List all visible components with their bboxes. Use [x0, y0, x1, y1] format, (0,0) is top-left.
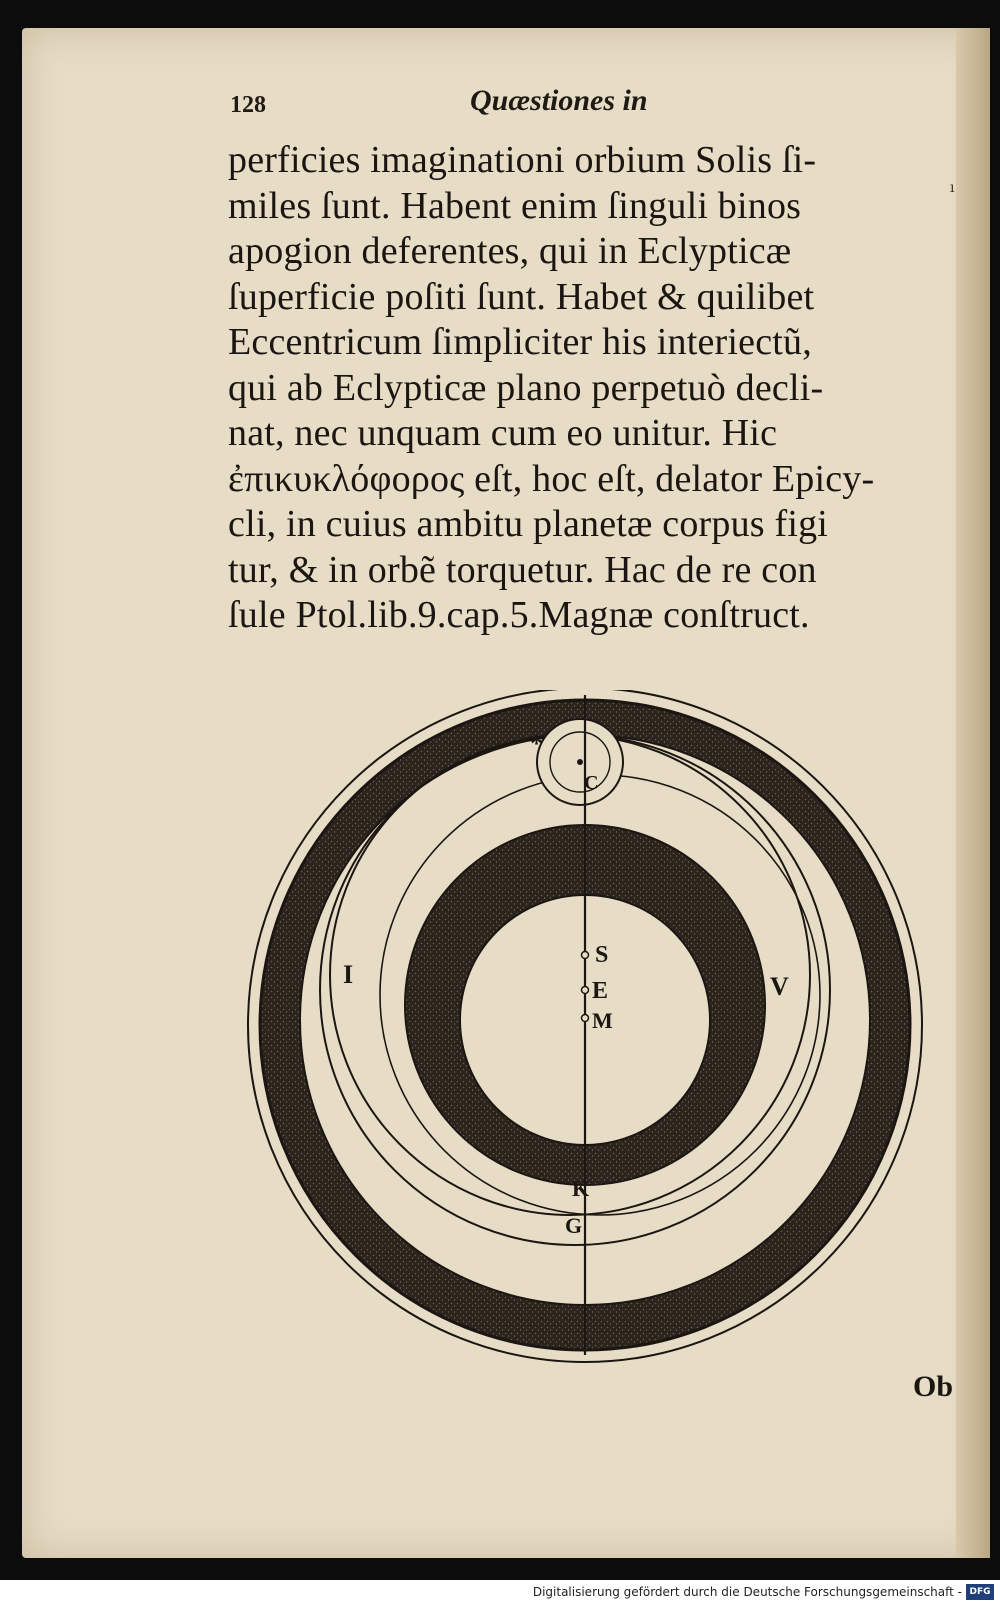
text-line: Eccentricum ſimpliciter his interiectũ,: [228, 321, 812, 363]
body-text: [228, 138, 918, 639]
star-label: *: [530, 729, 543, 758]
point-e-marker: [582, 987, 589, 994]
point-m-marker: [582, 1015, 589, 1022]
label-m: M: [592, 1008, 613, 1033]
label-c: C: [584, 772, 599, 794]
text-line: tur, & in orbẽ torquetur. Hac de re con: [228, 548, 817, 591]
margin-mark: ı: [950, 180, 955, 196]
label-i: I: [343, 960, 354, 989]
text-line: ſule Ptol.lib.9.cap.5.Magnæ conſtruct.: [228, 594, 810, 636]
text-line: qui ab Eclypticæ plano perpetuò decli-: [228, 366, 824, 409]
point-c-marker: [577, 759, 583, 765]
label-v: V: [770, 972, 789, 1001]
label-g: G: [565, 1213, 583, 1238]
footer-bar: [0, 1580, 1000, 1607]
label-e: E: [592, 978, 609, 1004]
orbit-diagram: [240, 690, 950, 1380]
text-line: ἐπικυκλόφορος eſt, hoc eſt, delator Epicy-: [228, 457, 875, 500]
running-head: Quæstiones in: [470, 84, 648, 117]
dfg-logo: DFG: [966, 1584, 994, 1600]
text-line: miles ſunt. Habent enim ſinguli binos: [228, 184, 802, 227]
catchword: Ob: [913, 1370, 954, 1403]
page-edge: [956, 28, 990, 1558]
text-line: apogion deferentes, qui in Eclypticæ: [228, 230, 792, 272]
text-line: nat, nec unquam cum eo unitur. Hic: [228, 412, 778, 454]
text-line: ſuperficie poſiti ſunt. Habet & quilibet: [228, 275, 815, 318]
label-s: S: [595, 942, 609, 968]
text-line: perficies imaginationi orbium Solis ſi-: [228, 139, 817, 181]
footer-credit: Digitalisierung gefördert durch die Deutsche Forschungsgemeinschaft -: [532, 1585, 962, 1599]
text-line: cli, in cuius ambitu planetæ corpus figi: [228, 503, 829, 545]
label-k: K: [572, 1176, 590, 1201]
point-s-marker: [582, 952, 589, 959]
page-number: 128: [230, 92, 266, 118]
